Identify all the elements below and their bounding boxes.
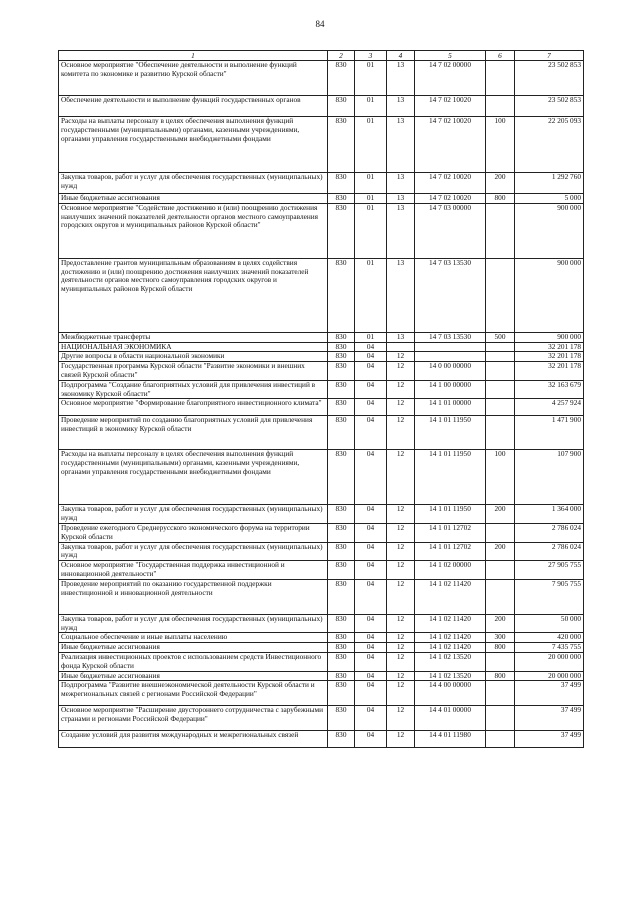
row-amount-cell: 7 905 755	[515, 579, 584, 614]
table-row	[59, 416, 584, 450]
table-row	[59, 332, 584, 342]
table-row	[59, 681, 584, 706]
row-expense-type-cell: 500	[486, 332, 515, 342]
table-row	[59, 352, 584, 362]
row-expense-type-cell: 200	[486, 614, 515, 633]
row-subsection-cell: 12	[387, 671, 415, 681]
row-amount-cell: 23 502 853	[515, 61, 584, 96]
row-name-cell: Предоставление грантов муниципальным образованиям в целях содействия достижению и (или) поощрению достижения наилучших значений показателей деятельности органов местного самоуправления городских округов и муниципальных районов Курской области	[59, 258, 328, 332]
row-target-article-cell: 14 7 02 10020	[415, 117, 486, 173]
row-expense-type-cell	[486, 352, 515, 362]
row-name-cell: Подпрограмма "Создание благоприятных условий для привлечения инвестиций в экономику Курской области"	[59, 380, 328, 399]
row-name-cell: Закупка товаров, работ и услуг для обеспечения государственных (муниципальных) нужд	[59, 542, 328, 561]
row-section-cell: 04	[355, 614, 387, 633]
table-row	[59, 731, 584, 748]
table-row	[59, 399, 584, 416]
row-expense-type-cell: 800	[486, 194, 515, 204]
table-row	[59, 173, 584, 194]
row-amount-cell: 20 000 000	[515, 652, 584, 671]
row-department-cell: 830	[328, 731, 355, 748]
row-name-cell: Закупка товаров, работ и услуг для обеспечения государственных (муниципальных) нужд	[59, 614, 328, 633]
row-expense-type-cell	[486, 416, 515, 450]
row-department-cell: 830	[328, 380, 355, 399]
row-section-cell: 04	[355, 352, 387, 362]
row-subsection-cell: 13	[387, 96, 415, 117]
row-amount-cell: 50 000	[515, 614, 584, 633]
table-row	[59, 258, 584, 332]
row-section-cell: 04	[355, 652, 387, 671]
row-department-cell: 830	[328, 173, 355, 194]
row-department-cell: 830	[328, 671, 355, 681]
table-row	[59, 505, 584, 524]
table-row	[59, 652, 584, 671]
table-row	[59, 523, 584, 542]
row-expense-type-cell	[486, 523, 515, 542]
row-section-cell: 04	[355, 542, 387, 561]
row-name-cell: Подпрограмма "Развитие внешнеэкономической деятельности Курской области и межрегиональных связей с регионами Российской Федерации"	[59, 681, 328, 706]
row-name-cell: Основное мероприятие "Содействие достижению и (или) поощрению достижения наилучших значений показателей деятельности органов местного самоуправления городских округов и муниципальных районов Курской области"	[59, 203, 328, 258]
row-target-article-cell: 14 7 03 13530	[415, 258, 486, 332]
row-section-cell: 01	[355, 194, 387, 204]
row-section-cell: 04	[355, 505, 387, 524]
row-name-cell: Иные бюджетные ассигнования	[59, 194, 328, 204]
row-section-cell: 04	[355, 731, 387, 748]
row-subsection-cell: 13	[387, 61, 415, 96]
row-target-article-cell: 14 7 02 10020	[415, 96, 486, 117]
row-name-cell: Межбюджетные трансферты	[59, 332, 328, 342]
row-expense-type-cell: 200	[486, 542, 515, 561]
row-expense-type-cell	[486, 579, 515, 614]
header-cell-target-article: 5	[415, 51, 486, 61]
row-department-cell: 830	[328, 96, 355, 117]
row-name-cell: Обеспечение деятельности и выполнение функций государственных органов	[59, 96, 328, 117]
row-section-cell: 04	[355, 416, 387, 450]
row-amount-cell: 1 471 900	[515, 416, 584, 450]
table-row	[59, 194, 584, 204]
row-department-cell: 830	[328, 561, 355, 580]
table-row	[59, 706, 584, 731]
row-amount-cell: 900 000	[515, 203, 584, 258]
row-name-cell: Иные бюджетные ассигнования	[59, 671, 328, 681]
row-department-cell: 830	[328, 258, 355, 332]
header-cell-name: 1	[59, 51, 328, 61]
row-department-cell: 830	[328, 342, 355, 352]
row-subsection-cell: 12	[387, 561, 415, 580]
row-subsection-cell: 12	[387, 523, 415, 542]
row-subsection-cell: 12	[387, 399, 415, 416]
row-section-cell: 01	[355, 61, 387, 96]
row-target-article-cell: 14 1 02 11420	[415, 633, 486, 643]
row-department-cell: 830	[328, 332, 355, 342]
row-target-article-cell: 14 0 00 00000	[415, 362, 486, 381]
row-department-cell: 830	[328, 117, 355, 173]
row-department-cell: 830	[328, 194, 355, 204]
row-section-cell: 04	[355, 450, 387, 505]
row-department-cell: 830	[328, 399, 355, 416]
table-row	[59, 579, 584, 614]
row-target-article-cell: 14 1 01 11950	[415, 416, 486, 450]
row-subsection-cell: 13	[387, 194, 415, 204]
row-amount-cell: 2 786 024	[515, 542, 584, 561]
table-row	[59, 633, 584, 643]
row-amount-cell: 23 502 853	[515, 96, 584, 117]
row-subsection-cell: 12	[387, 362, 415, 381]
row-amount-cell: 22 205 093	[515, 117, 584, 173]
table-row	[59, 450, 584, 505]
row-subsection-cell: 12	[387, 633, 415, 643]
row-subsection-cell: 12	[387, 731, 415, 748]
row-name-cell: Реализация инвестиционных проектов с использованием средств Инвестиционного фонда Курской области	[59, 652, 328, 671]
row-expense-type-cell: 200	[486, 505, 515, 524]
row-expense-type-cell: 800	[486, 671, 515, 681]
row-name-cell: Иные бюджетные ассигнования	[59, 643, 328, 653]
row-section-cell: 04	[355, 633, 387, 643]
header-cell-section: 3	[355, 51, 387, 61]
row-subsection-cell: 12	[387, 643, 415, 653]
row-target-article-cell: 14 1 01 11950	[415, 450, 486, 505]
row-department-cell: 830	[328, 352, 355, 362]
table-row	[59, 380, 584, 399]
row-amount-cell: 27 905 755	[515, 561, 584, 580]
row-amount-cell: 7 435 755	[515, 643, 584, 653]
page-number: 84	[315, 19, 325, 29]
row-expense-type-cell: 300	[486, 633, 515, 643]
row-expense-type-cell	[486, 61, 515, 96]
row-subsection-cell: 12	[387, 380, 415, 399]
row-subsection-cell: 12	[387, 505, 415, 524]
row-expense-type-cell: 800	[486, 643, 515, 653]
row-amount-cell: 32 201 178	[515, 362, 584, 381]
table-row	[59, 614, 584, 633]
row-name-cell: Закупка товаров, работ и услуг для обеспечения государственных (муниципальных) нужд	[59, 173, 328, 194]
header-cell-subsection: 4	[387, 51, 415, 61]
row-expense-type-cell	[486, 380, 515, 399]
row-subsection-cell	[387, 342, 415, 352]
row-target-article-cell: 14 1 02 13520	[415, 671, 486, 681]
row-amount-cell: 20 000 000	[515, 671, 584, 681]
row-section-cell: 04	[355, 380, 387, 399]
row-name-cell: Создание условий для развития международных и межрегиональных связей	[59, 731, 328, 748]
row-name-cell: Проведение ежегодного Среднерусского экономического форума на территории Курской области	[59, 523, 328, 542]
table-row	[59, 561, 584, 580]
row-expense-type-cell	[486, 561, 515, 580]
row-target-article-cell: 14 1 01 00000	[415, 399, 486, 416]
row-subsection-cell: 13	[387, 203, 415, 258]
row-target-article-cell: 14 1 02 11420	[415, 579, 486, 614]
row-subsection-cell: 13	[387, 173, 415, 194]
row-amount-cell: 5 000	[515, 194, 584, 204]
row-department-cell: 830	[328, 633, 355, 643]
budget-table	[58, 50, 584, 748]
row-section-cell: 04	[355, 671, 387, 681]
row-subsection-cell: 13	[387, 117, 415, 173]
row-department-cell: 830	[328, 681, 355, 706]
row-department-cell: 830	[328, 362, 355, 381]
row-target-article-cell: 14 7 02 10020	[415, 194, 486, 204]
row-subsection-cell: 12	[387, 579, 415, 614]
row-target-article-cell: 14 1 02 11420	[415, 643, 486, 653]
row-target-article-cell	[415, 342, 486, 352]
header-row	[59, 51, 584, 61]
row-expense-type-cell: 100	[486, 117, 515, 173]
row-target-article-cell: 14 4 01 11980	[415, 731, 486, 748]
row-expense-type-cell	[486, 652, 515, 671]
table-row	[59, 362, 584, 381]
row-subsection-cell: 12	[387, 542, 415, 561]
row-department-cell: 830	[328, 416, 355, 450]
row-department-cell: 830	[328, 579, 355, 614]
header-cell-department: 2	[328, 51, 355, 61]
row-expense-type-cell	[486, 258, 515, 332]
row-amount-cell: 37 499	[515, 681, 584, 706]
row-section-cell: 01	[355, 203, 387, 258]
row-department-cell: 830	[328, 706, 355, 731]
table-row	[59, 96, 584, 117]
row-target-article-cell: 14 1 01 12702	[415, 523, 486, 542]
row-department-cell: 830	[328, 652, 355, 671]
row-expense-type-cell	[486, 362, 515, 381]
row-amount-cell: 2 786 024	[515, 523, 584, 542]
row-target-article-cell: 14 7 02 00000	[415, 61, 486, 96]
table-row	[59, 61, 584, 96]
table-row	[59, 671, 584, 681]
row-name-cell: Основное мероприятие "Обеспечение деятельности и выполнение функций комитета по экономике и развитию Курской области"	[59, 61, 328, 96]
row-target-article-cell: 14 1 02 13520	[415, 652, 486, 671]
row-subsection-cell: 12	[387, 450, 415, 505]
row-section-cell: 04	[355, 523, 387, 542]
row-target-article-cell: 14 7 03 13530	[415, 332, 486, 342]
table-row	[59, 542, 584, 561]
row-name-cell: Основное мероприятие "Формирование благоприятного инвестиционного климата"	[59, 399, 328, 416]
row-subsection-cell: 12	[387, 706, 415, 731]
row-subsection-cell: 12	[387, 614, 415, 633]
row-expense-type-cell	[486, 731, 515, 748]
row-section-cell: 04	[355, 579, 387, 614]
row-amount-cell: 107 900	[515, 450, 584, 505]
row-section-cell: 04	[355, 681, 387, 706]
row-target-article-cell: 14 1 01 12702	[415, 542, 486, 561]
row-department-cell: 830	[328, 523, 355, 542]
row-department-cell: 830	[328, 203, 355, 258]
row-target-article-cell: 14 4 00 00000	[415, 681, 486, 706]
row-amount-cell: 900 000	[515, 332, 584, 342]
row-subsection-cell: 12	[387, 352, 415, 362]
row-target-article-cell: 14 1 02 00000	[415, 561, 486, 580]
row-name-cell: Государственная программа Курской области "Развитие экономики и внешних связей Курской области"	[59, 362, 328, 381]
table-row	[59, 203, 584, 258]
row-amount-cell: 32 201 178	[515, 342, 584, 352]
row-target-article-cell: 14 1 00 00000	[415, 380, 486, 399]
row-section-cell: 04	[355, 399, 387, 416]
row-department-cell: 830	[328, 61, 355, 96]
row-subsection-cell: 12	[387, 652, 415, 671]
row-section-cell: 01	[355, 173, 387, 194]
row-subsection-cell: 13	[387, 332, 415, 342]
row-section-cell: 01	[355, 332, 387, 342]
row-amount-cell: 420 000	[515, 633, 584, 643]
row-expense-type-cell	[486, 706, 515, 731]
row-target-article-cell	[415, 352, 486, 362]
row-section-cell: 04	[355, 362, 387, 381]
row-amount-cell: 37 499	[515, 731, 584, 748]
header-cell-expense-type: 6	[486, 51, 515, 61]
table-body	[59, 61, 584, 748]
row-section-cell: 04	[355, 342, 387, 352]
row-section-cell: 04	[355, 643, 387, 653]
row-department-cell: 830	[328, 643, 355, 653]
row-subsection-cell: 13	[387, 258, 415, 332]
row-subsection-cell: 12	[387, 681, 415, 706]
row-target-article-cell: 14 1 01 11950	[415, 505, 486, 524]
row-name-cell: Основное мероприятие "Расширение двустороннего сотрудничества с зарубежными странами и регионами Российской Федерации"	[59, 706, 328, 731]
row-target-article-cell: 14 4 01 00000	[415, 706, 486, 731]
row-target-article-cell: 14 7 02 10020	[415, 173, 486, 194]
row-department-cell: 830	[328, 614, 355, 633]
row-name-cell: Расходы на выплаты персоналу в целях обеспечения выполнения функций государственными (муниципальными) органами, казенными учреждениями, органами управления государственными внебюджетными фондами	[59, 117, 328, 173]
row-amount-cell: 32 163 679	[515, 380, 584, 399]
row-name-cell: Основное мероприятие "Государственная поддержка инвестиционной и инновационной деятельности"	[59, 561, 328, 580]
table-row	[59, 643, 584, 653]
row-name-cell: Расходы на выплаты персоналу в целях обеспечения выполнения функций государственными (муниципальными) органами, казенными учреждениями, органами управления государственными внебюджетными фондами	[59, 450, 328, 505]
row-amount-cell: 32 201 178	[515, 352, 584, 362]
row-amount-cell: 37 499	[515, 706, 584, 731]
row-name-cell: Социальное обеспечение и иные выплаты населению	[59, 633, 328, 643]
row-expense-type-cell	[486, 681, 515, 706]
row-department-cell: 830	[328, 450, 355, 505]
row-name-cell: Закупка товаров, работ и услуг для обеспечения государственных (муниципальных) нужд	[59, 505, 328, 524]
table-row	[59, 117, 584, 173]
row-name-cell: Проведение мероприятий по созданию благоприятных условий для привлечения инвестиций в экономику Курской области	[59, 416, 328, 450]
row-section-cell: 04	[355, 561, 387, 580]
row-expense-type-cell	[486, 203, 515, 258]
row-amount-cell: 900 000	[515, 258, 584, 332]
row-amount-cell: 1 364 000	[515, 505, 584, 524]
row-department-cell: 830	[328, 542, 355, 561]
row-amount-cell: 1 292 760	[515, 173, 584, 194]
row-expense-type-cell	[486, 342, 515, 352]
header-cell-amount: 7	[515, 51, 584, 61]
row-section-cell: 01	[355, 117, 387, 173]
row-target-article-cell: 14 7 03 00000	[415, 203, 486, 258]
row-name-cell: Проведение мероприятий по оказанию государственной поддержки инвестиционной и инновационной деятельности	[59, 579, 328, 614]
row-expense-type-cell: 200	[486, 173, 515, 194]
row-expense-type-cell	[486, 399, 515, 416]
row-section-cell: 01	[355, 258, 387, 332]
row-expense-type-cell	[486, 96, 515, 117]
row-target-article-cell: 14 1 02 11420	[415, 614, 486, 633]
table-row	[59, 342, 584, 352]
row-name-cell: Другие вопросы в области национальной экономики	[59, 352, 328, 362]
row-department-cell: 830	[328, 505, 355, 524]
row-expense-type-cell: 100	[486, 450, 515, 505]
row-amount-cell: 4 257 924	[515, 399, 584, 416]
row-section-cell: 04	[355, 706, 387, 731]
row-section-cell: 01	[355, 96, 387, 117]
row-name-cell: НАЦИОНАЛЬНАЯ ЭКОНОМИКА	[59, 342, 328, 352]
row-subsection-cell: 12	[387, 416, 415, 450]
